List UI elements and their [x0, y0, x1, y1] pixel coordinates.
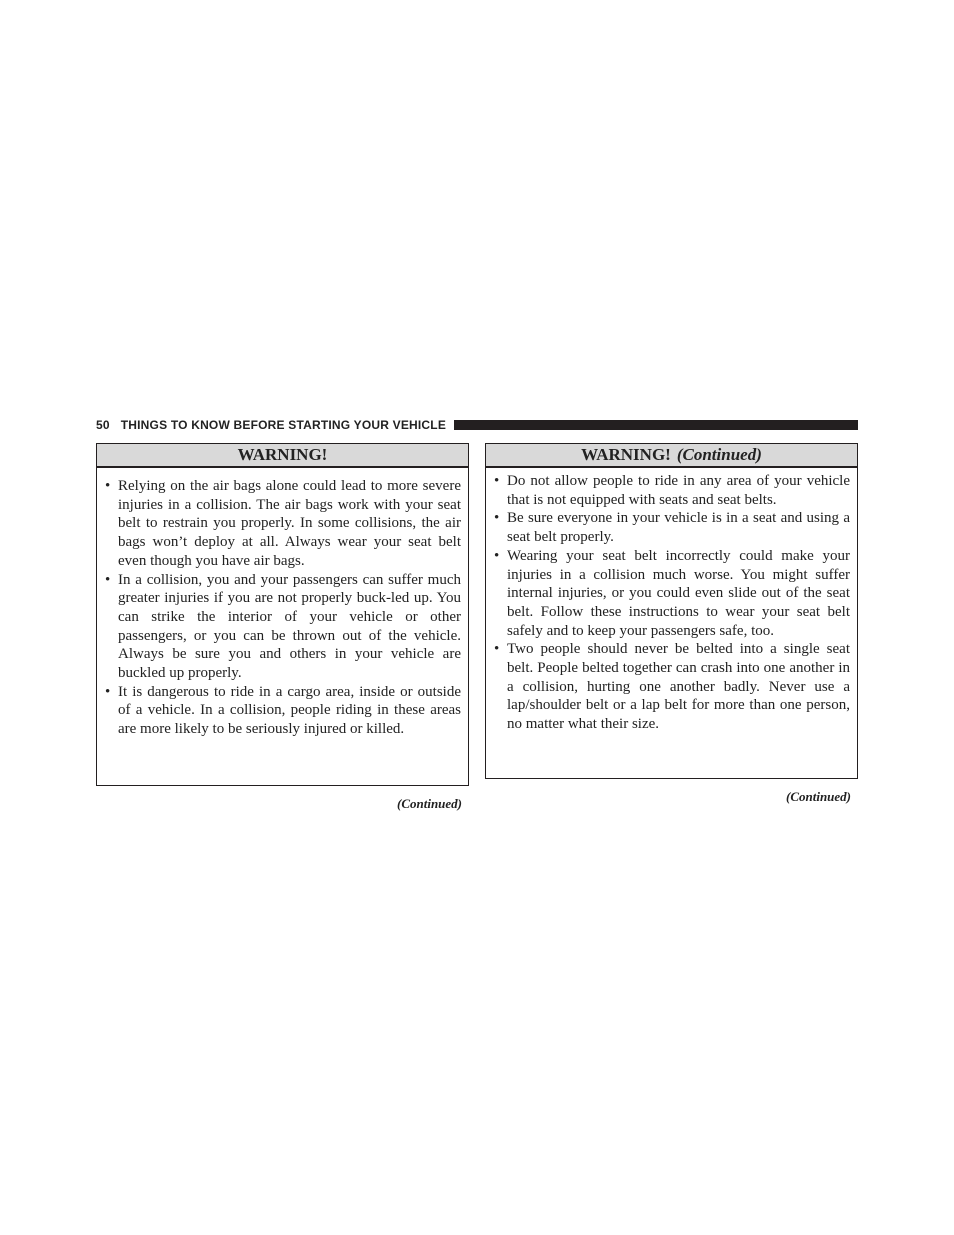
warning-body-right: [486, 468, 857, 734]
warning-title: WARNING!: [581, 445, 671, 464]
warning-box-right: [485, 443, 858, 779]
header-rule-bar: [454, 420, 858, 430]
bullet-icon: •: [494, 641, 500, 658]
warning-title-suffix: (Continued): [676, 445, 762, 464]
warning-body-left: [97, 468, 468, 739]
list-item: • Do not allow people to ride in any area of your vehicle that is not equipped with seats and seat belts.: [494, 473, 850, 508]
warning-title: WARNING!: [237, 445, 328, 464]
list-item: • Two people should never be belted into a single seat belt. People belted together can crash into one another in a collision, hurting one another badly. Never use a lap/shoulder belt or a lap belt for more than one person, no matter what their size.: [494, 641, 850, 733]
bullet-icon: •: [105, 683, 111, 700]
list-item: • In a collision, you and your passengers can suffer much greater injuries if you are not properly buck-led up. You can strike the interior of your vehicle or other passengers, or you can be thrown out of the vehicle. Always be sure you and others in your vehicle are buckled up properly.: [105, 571, 461, 682]
section-title: THINGS TO KNOW BEFORE STARTING YOUR VEHICLE: [120, 418, 447, 432]
bullet-icon: •: [494, 510, 500, 527]
bullet-icon: •: [494, 547, 500, 564]
list-item: • Relying on the air bags alone could lead to more severe injuries in a collision. The air bags work with your seat belt to restrain you properly. In some collisions, the air bags won’t deploy at all. Always wear your seat belt even though you have air bags.: [105, 478, 461, 569]
warning-list-right: [493, 472, 850, 734]
list-item: • Wearing your seat belt incorrectly could make your injuries in a collision much worse. You might suffer internal injuries, or you could even slide out of the seat belt. Follow these instructions to wear your seat belt safely and to keep your passengers safe, too.: [494, 547, 850, 639]
continued-label-left: (Continued): [396, 796, 462, 811]
warning-heading-right: [486, 444, 857, 468]
list-item: • Be sure everyone in your vehicle is in a seat and using a seat belt properly.: [494, 510, 850, 546]
continued-label-right: (Continued): [785, 789, 851, 804]
list-item: • It is dangerous to ride in a cargo area, inside or outside of a vehicle. In a collision, people riding in these areas are more likely to be seriously injured or killed.: [105, 683, 461, 738]
warning-heading-left: [97, 444, 468, 468]
warning-list-left: [104, 477, 461, 739]
bullet-icon: •: [105, 571, 111, 588]
page-header: [96, 417, 858, 433]
warning-box-left: [96, 443, 469, 786]
page-number: 50: [96, 418, 110, 432]
bullet-icon: •: [105, 478, 111, 494]
bullet-icon: •: [494, 473, 500, 489]
